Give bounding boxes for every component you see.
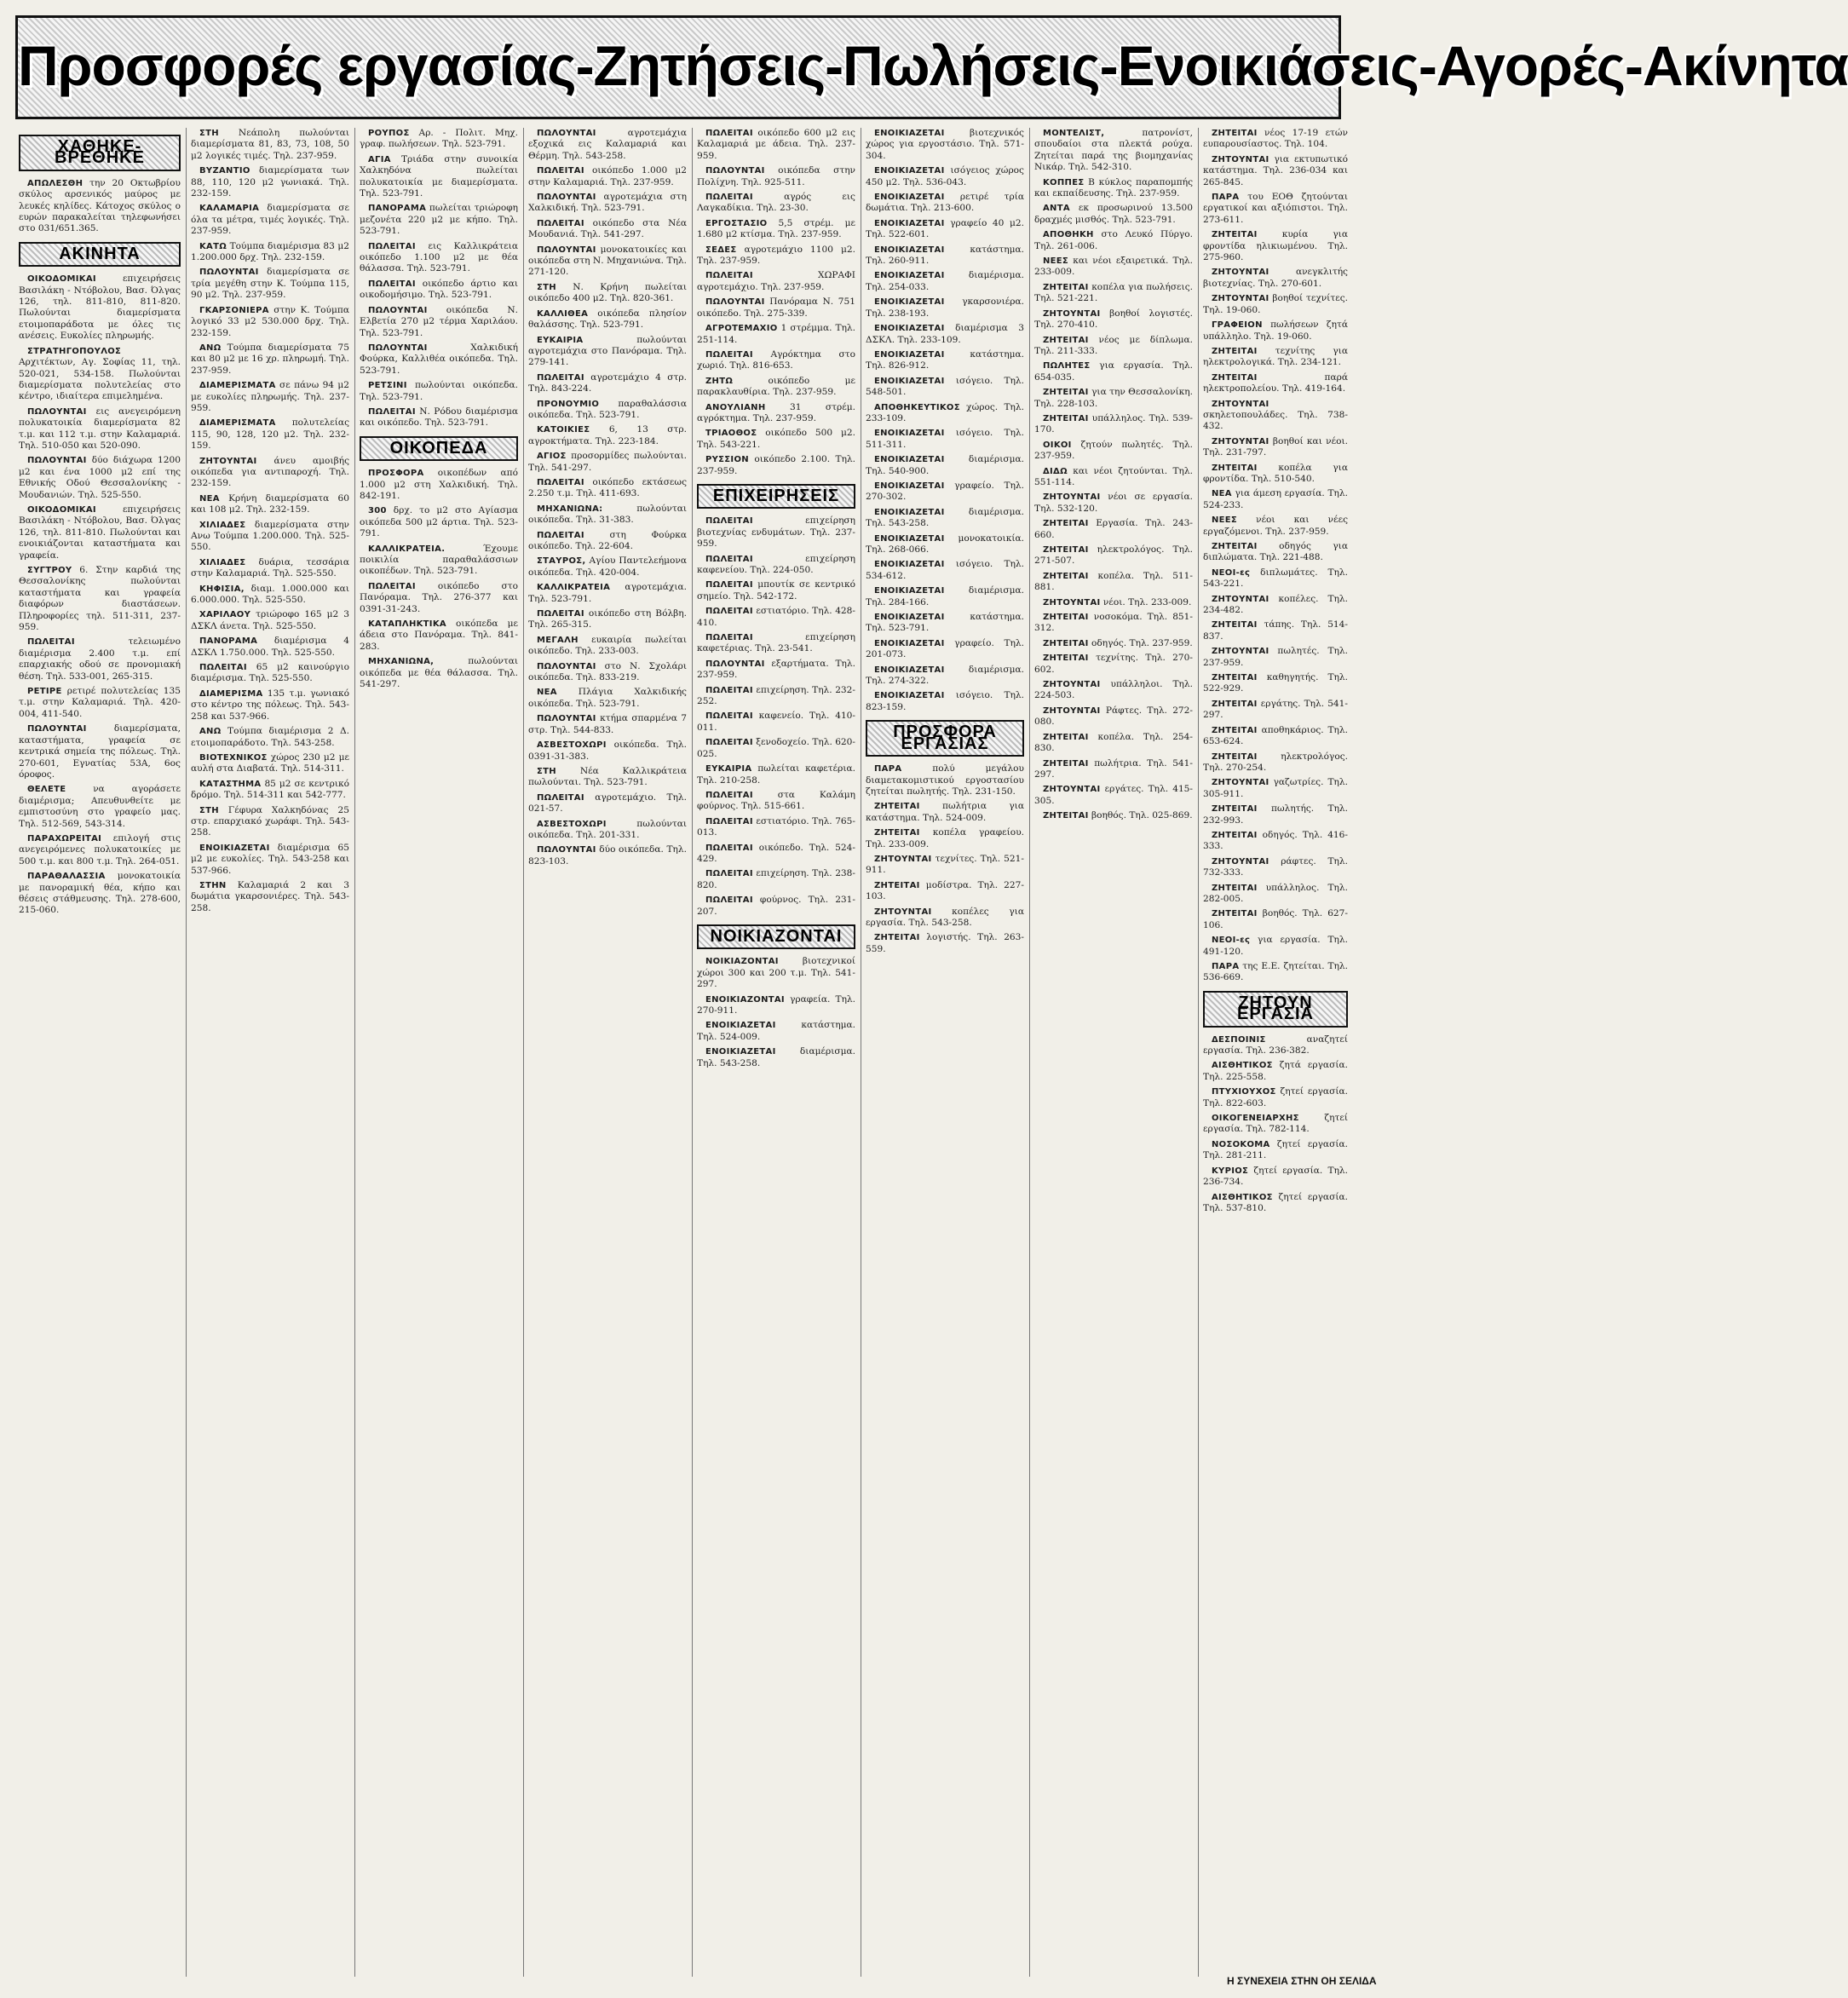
ad-list xyxy=(1203,1034,1348,1215)
ad-list xyxy=(697,515,855,918)
classified-ad: ΖΗΤΕΙΤΑΙ υπάλληλος. Τηλ. 539-170. xyxy=(1034,412,1193,435)
classified-ad: ΚΑΛΑΜΑΡΙΑ διαμερίσματα σε όλα τα μέτρα, τιμές λογικές. Τηλ. 237-959. xyxy=(191,203,349,237)
classified-ad: ΖΗΤΕΙΤΑΙ πωλήτρια για κατάστημα. Τηλ. 524-009. xyxy=(866,801,1024,823)
ad-list xyxy=(866,763,1024,955)
ad-list xyxy=(1203,128,1348,984)
classified-ad: ΠΩΛΕΙΤΑΙ οικόπεδο 1.000 μ2 στην Καλαμαριά. Τηλ. 237-959. xyxy=(528,165,687,187)
section-lost-found: ΧΑΘΗΚΕ-ΒΡΕΘΗΚΕ xyxy=(19,135,181,171)
column-divider xyxy=(1029,128,1030,1977)
section-plots: ΟΙΚΟΠΕΔΑ xyxy=(360,436,518,461)
classified-ad: ΕΝΟΙΚΙΑΖΕΤΑΙ ισόγειο. Τηλ. 534-612. xyxy=(866,559,1024,581)
classified-ad: ΠΤΥΧΙΟΥΧΟΣ ζητεί εργασία. Τηλ. 822-603. xyxy=(1203,1086,1348,1108)
classified-ad: ΕΥΚΑΙΡΙΑ πωλείται καφετέρια. Τηλ. 210-258. xyxy=(697,763,855,786)
ad-list xyxy=(19,178,181,235)
classified-ad: ΧΙΛΙΑΔΕΣ διαμερίσματα στην Ανω Τούμπα 1.200.000. Τηλ. 525-550. xyxy=(191,519,349,553)
classified-ad: ΠΩΛΟΥΝΤΑΙ διαμερίσματα, καταστήματα, γραφεία σε κεντρικά σημεία της πόλεως. Τηλ. 270-601, Εγνατίας 53Α, 6ος όροφος. xyxy=(19,723,181,780)
classified-ad: ΑΠΟΘΗΚΗ στο Λευκό Πύργο. Τηλ. 261-006. xyxy=(1034,229,1193,251)
classified-ad: ΠΩΛΟΥΝΤΑΙ οικόπεδα Ν. Ελβετία 270 μ2 τέρμα Χαριλάου. Τηλ. 523-791. xyxy=(360,304,518,338)
column-1 xyxy=(19,128,181,1977)
classified-ad: ΝΕΑ Κρήνη διαμερίσματα 60 και 108 μ2. Τηλ. 232-159. xyxy=(191,492,349,515)
classified-ad: ΠΩΛΕΙΤΑΙ εστιατόριο. Τηλ. 765-013. xyxy=(697,815,855,838)
classified-ad: ΔΙΑΜΕΡΙΣΜΑΤΑ πολυτελείας 115, 90, 128, 120 μ2. Τηλ. 232-159. xyxy=(191,417,349,452)
classified-ad: ΚΗΦΙΣΙΑ, διαμ. 1.000.000 και 6.000.000. Τηλ. 525-550. xyxy=(191,583,349,606)
classified-ad: ΖΗΤΕΙΤΑΙ οδηγός. Τηλ. 416-333. xyxy=(1203,829,1348,852)
column-3 xyxy=(360,128,518,1977)
classified-ad: ΕΝΟΙΚΙΑΖΕΤΑΙ ισόγειο. Τηλ. 548-501. xyxy=(866,375,1024,398)
classified-ad: ΠΩΛΕΙΤΑΙ στη Φούρκα οικόπεδο. Τηλ. 22-604. xyxy=(528,529,687,551)
classified-ad: ΑΝΤΑ εκ προσωρινού 13.500 δραχμές μισθός. Τηλ. 523-791. xyxy=(1034,203,1193,225)
classified-ad: ΖΗΤΟΥΝΤΑΙ νέοι σε εργασία. Τηλ. 532-120. xyxy=(1034,492,1193,514)
classified-ad: ΕΥΚΑΙΡΙΑ πωλούνται αγροτεμάχια στο Πανόραμα. Τηλ. 279-141. xyxy=(528,334,687,368)
classified-ad: ΠΩΛΕΙΤΑΙ 65 μ2 καινούργιο διαμέρισμα. Τηλ. 525-550. xyxy=(191,662,349,684)
classified-ad: ΔΙΑΜΕΡΙΣΜΑ 135 τ.μ. γωνιακό στο κέντρο της πόλεως. Τηλ. 543-258 και 537-966. xyxy=(191,688,349,722)
classified-ad: ΑΓΙΟΣ προσορμίδες πωλούνται. Τηλ. 541-297. xyxy=(528,451,687,473)
classified-ad: ΔΙΑΜΕΡΙΣΜΑΤΑ σε πάνω 94 μ2 με ευκολίες πληρωμής. Τηλ. 237-959. xyxy=(191,380,349,413)
banner-title: Προσφορές εργασίας-Ζητήσεις-Πωλήσεις-Ενοικιάσεις-Αγορές-Ακίνητα xyxy=(18,34,1848,97)
section-for-rent: ΝΟΙΚΙΑΖΟΝΤΑΙ xyxy=(697,924,855,949)
classified-ad: ΠΑΝΟΡΑΜΑ διαμέρισμα 4 ΔΣΚΛ 1.750.000. Τηλ. 525-550. xyxy=(191,636,349,658)
classified-ad: ΠΩΛΕΙΤΑΙ Αγρόκτημα στο χωριό. Τηλ. 816-653. xyxy=(697,348,855,371)
classified-ad: ΝΕΑ Πλάγια Χαλκιδικής οικόπεδα. Τηλ. 523-791. xyxy=(528,687,687,709)
classified-ad: ΧΙΛΙΑΔΕΣ δυάρια, τεσσάρια στην Καλαμαριά. Τηλ. 525-550. xyxy=(191,556,349,579)
classified-ad: ΖΗΤΩ οικόπεδο με παρακλαυθίρια. Τηλ. 237-959. xyxy=(697,375,855,398)
classified-ad: ΕΝΟΙΚΙΑΖΕΤΑΙ γκαρσονιέρα. Τηλ. 238-193. xyxy=(866,297,1024,319)
classified-ad: ΜΟΝΤΕΛΙΣΤ, πατρονίστ, σπουδαίοι στα πλεκτά ρούχα. Ζητείται παρά της βιομηχανίας Νικάρ. Τηλ. 542-310. xyxy=(1034,128,1193,173)
classified-ad: ΖΗΤΕΙΤΑΙ τάπης. Τηλ. 514-837. xyxy=(1203,619,1348,642)
classified-ad: ΖΗΤΕΙΤΑΙ εργάτης. Τηλ. 541-297. xyxy=(1203,698,1348,721)
classified-ad: ΠΑΡΑ του ΕΟΘ ζητούνται εργατικοί και αξιόπιστοι. Τηλ. 273-611. xyxy=(1203,192,1348,225)
classified-ad: ΠΑΝΟΡΑΜΑ πωλείται τριώροφη μεζονέτα 220 μ2 με κήπο. Τηλ. 523-791. xyxy=(360,203,518,237)
classified-ad: ΖΗΤΕΙΤΑΙ οδηγός για διπλώματα. Τηλ. 221-488. xyxy=(1203,541,1348,563)
classified-ad: ΖΗΤΟΥΝΤΑΙ βοηθοί τεχνίτες. Τηλ. 19-060. xyxy=(1203,293,1348,315)
classified-ad: ΟΙΚΟΙ ζητούν πωλητές. Τηλ. 237-959. xyxy=(1034,439,1193,462)
classified-ad: ΣΕΔΕΣ αγροτεμάχιο 1100 μ2. Τηλ. 237-959. xyxy=(697,244,855,267)
classified-ad: ΖΗΤΟΥΝΤΑΙ ανεγκλιτής βιοτεχνίας. Τηλ. 270-601. xyxy=(1203,267,1348,289)
classified-ad: ΒΥΖΑΝΤΙΟ διαμερίσματα των 88, 110, 120 μ2 γωνιακά. Τηλ. 232-159. xyxy=(191,165,349,199)
classified-ad: ΕΝΟΙΚΙΑΖΕΤΑΙ διαμέρισμα. Τηλ. 543-258. xyxy=(866,506,1024,529)
classified-ad: ΖΗΤΕΙΤΑΙ υπάλληλος. Τηλ. 282-005. xyxy=(1203,882,1348,904)
classified-ad: ΔΕΣΠΟΙΝΙΣ αναζητεί εργασία. Τηλ. 236-382. xyxy=(1203,1034,1348,1057)
classified-ad: ΠΩΛΟΥΝΤΑΙ εξαρτήματα. Τηλ. 237-959. xyxy=(697,658,855,681)
classified-ad: ΝΕΟΙ-ες για εργασία. Τηλ. 491-120. xyxy=(1203,935,1348,957)
classified-ad: ΖΗΤΟΥΝΤΑΙ κοπέλες για εργασία. Τηλ. 543-258. xyxy=(866,906,1024,928)
classified-ad: ΠΩΛΟΥΝΤΑΙ στο Ν. Σχολάρι οικόπεδα. Τηλ. 833-219. xyxy=(528,660,687,683)
classified-ad: ΠΑΡΑΧΩΡΕΙΤΑΙ επιλογή στις ανεγειρόμενες πολυκατοικίες με 500 τ.μ. και 800 τ.μ. Τηλ. 264-051. xyxy=(19,832,181,867)
classified-ad: ΑΣΒΕΣΤΟΧΩΡΙ οικόπεδα. Τηλ. 0391-31-383. xyxy=(528,740,687,762)
classified-ad: ΣΤΡΑΤΗΓΟΠΟΥΛΟΣ Αρχιτέκτων, Αγ. Σοφίας 11, τηλ. 520-021, 534-158. Πωλούνται διαμερίσματα πολυτελείας στο κέντρο, ιδιαίτερα επιμελημένα. xyxy=(19,346,181,402)
classified-ad: ΠΩΛΟΥΝΤΑΙ οικόπεδα στην Πολίχνη. Τηλ. 925-511. xyxy=(697,165,855,187)
classified-ad: ΕΡΓΟΣΤΑΣΙΟ 5,5 στρέμ. με 1.680 μ2 κτίσμα. Τηλ. 237-959. xyxy=(697,217,855,240)
classified-ad: ΠΩΛΕΙΤΑΙ αγροτεμάχιο. Τηλ. 021-57. xyxy=(528,792,687,815)
classified-ad: ΜΕΓΑΛΗ ευκαιρία πωλείται οικόπεδο. Τηλ. 233-003. xyxy=(528,634,687,657)
classified-ad: ΠΩΛΕΙΤΑΙ επιχείρηση καφετέριας. Τηλ. 23-541. xyxy=(697,632,855,654)
classified-ad: ΕΝΟΙΚΙΑΖΕΤΑΙ διαμέρισμα. Τηλ. 543-258. xyxy=(697,1046,855,1068)
classified-ad: ΕΝΟΙΚΙΑΖΕΤΑΙ βιοτεχνικός χώρος για εργοστάσιο. Τηλ. 571-304. xyxy=(866,128,1024,161)
column-6 xyxy=(866,128,1024,1977)
classified-ad: ΕΝΟΙΚΙΑΖΕΤΑΙ μονοκατοικία. Τηλ. 268-066. xyxy=(866,533,1024,555)
classified-ad: ΠΩΛΕΙΤΑΙ αγροτεμάχιο 4 στρ. Τηλ. 843-224. xyxy=(528,371,687,394)
classified-ad: ΕΝΟΙΚΙΑΖΕΤΑΙ διαμέρισμα. Τηλ. 284-166. xyxy=(866,585,1024,607)
classified-ad: ΣΤΗ Ν. Κρήνη πωλείται οικόπεδο 400 μ2. Τηλ. 820-361. xyxy=(528,281,687,304)
ad-list xyxy=(191,128,349,914)
classified-ad: ΑΙΣΘΗΤΙΚΟΣ ζητεί εργασία. Τηλ. 537-810. xyxy=(1203,1191,1348,1213)
classified-ad: ΚΑΤΑΣΤΗΜΑ 85 μ2 σε κεντρικό δρόμο. Τηλ. 514-311 και 542-777. xyxy=(191,778,349,801)
classified-ad: ΠΩΛΕΙΤΑΙ επιχείρηση καφενείου. Τηλ. 224-050. xyxy=(697,553,855,575)
classified-ad: ΚΑΛΛΙΚΡΑΤΕΙΑ. Έχουμε ποικιλία παραθαλάσσιων οικοπέδων. Τηλ. 523-791. xyxy=(360,543,518,577)
column-2 xyxy=(191,128,349,1977)
classified-ad: ΠΩΛΕΙΤΑΙ οικόπεδο. Τηλ. 524-429. xyxy=(697,842,855,864)
classified-ad: ΖΗΤΕΙΤΑΙ πωλητής. Τηλ. 232-993. xyxy=(1203,803,1348,826)
classified-ad: ΝΕΑ για άμεση εργασία. Τηλ. 524-233. xyxy=(1203,488,1348,510)
classified-ad: ΕΝΟΙΚΙΑΖΟΝΤΑΙ γραφεία. Τηλ. 270-911. xyxy=(697,993,855,1016)
ad-list xyxy=(19,274,181,917)
column-4 xyxy=(528,128,687,1977)
classified-ad: ΠΩΛΟΥΝΤΑΙ αγροτεμάχια εξοχικά εις Καλαμαριά και Θέρμη. Τηλ. 543-258. xyxy=(528,128,687,161)
classified-ad: ΠΩΛΟΥΝΤΑΙ αγροτεμάχια στη Χαλκιδική. Τηλ. 523-791. xyxy=(528,192,687,214)
classified-ad: ΕΝΟΙΚΙΑΖΕΤΑΙ γραφείο. Τηλ. 201-073. xyxy=(866,637,1024,660)
ad-list xyxy=(360,468,518,690)
classified-ad: ΖΗΤΕΙΤΑΙ παρά ηλεκτροπολείου. Τηλ. 419-164. xyxy=(1203,371,1348,394)
classified-ad: ΠΡΟΣΦΟΡΑ οικοπέδων από 1.000 μ2 στη Χαλκιδική. Τηλ. 842-191. xyxy=(360,468,518,501)
column-divider xyxy=(354,128,355,1977)
classified-ad: ΓΡΑΦΕΙΟΝ πωλήσεων ζητά υπάλληλο. Τηλ. 19-060. xyxy=(1203,320,1348,342)
classified-ad: ΖΗΤΕΙΤΑΙ αποθηκάριος. Τηλ. 653-624. xyxy=(1203,724,1348,747)
classified-ad: ΠΩΛΕΙΤΑΙ καφενείο. Τηλ. 410-011. xyxy=(697,711,855,733)
classified-ad: ΘΕΛΕΤΕ να αγοράσετε διαμέρισμα; Απευθυνθείτε με εμπιστοσύνη στο γραφείο μας. Τηλ. 512-569, 543-314. xyxy=(19,784,181,829)
classified-ad: ΕΝΟΙΚΙΑΖΕΤΑΙ κατάστημα. Τηλ. 826-912. xyxy=(866,348,1024,371)
classified-ad: ΣΤΗ Νέα Καλλικράτεια πωλούνται. Τηλ. 523-791. xyxy=(528,765,687,788)
classified-ad: ΕΝΟΙΚΙΑΖΕΤΑΙ κατάστημα. Τηλ. 523-791. xyxy=(866,612,1024,634)
classified-ad: ΠΑΡΑΘΑΛΑΣΣΙΑ μονοκατοικία με πανοραμική θέα, κήπο και θέσεις στάθμευσης. Τηλ. 278-600, 215-060. xyxy=(19,871,181,916)
classified-ad: ΑΓΡΟΤΕΜΑΧΙΟ 1 στρέμμα. Τηλ. 251-114. xyxy=(697,323,855,345)
classified-ad: ΟΙΚΟΔΟΜΙΚΑΙ επιχειρήσεις Βασιλάκη - Ντόβολου, Βασ. Όλγας 126, τηλ. 811-810. Πωλούνται και ενοικιάζονται καταστήματα και γραφεία. xyxy=(19,504,181,561)
classified-ad: ΕΝΟΙΚΙΑΖΕΤΑΙ γραφείο 40 μ2. Τηλ. 522-601. xyxy=(866,217,1024,240)
classified-ad: ΖΗΤΟΥΝΤΑΙ υπάλληλοι. Τηλ. 224-503. xyxy=(1034,679,1193,701)
classified-ad: ΣΤΗ Γέφυρα Χαλκηδόνας 25 στρ. επαρχιακό χωράφι. Τηλ. 543-258. xyxy=(191,804,349,838)
column-divider xyxy=(186,128,187,1977)
ad-list xyxy=(1034,128,1193,822)
classified-ad: ΖΗΤΟΥΝΤΑΙ βοηθοί λογιστές. Τηλ. 270-410. xyxy=(1034,308,1193,331)
classified-ad: ΖΗΤΕΙΤΑΙ βοηθός. Τηλ. 627-106. xyxy=(1203,908,1348,930)
classified-ad: ΚΥΡΙΟΣ ζητεί εργασία. Τηλ. 236-734. xyxy=(1203,1165,1348,1188)
classified-ad: ΣΥΓΤΡΟΥ 6. Στην καρδιά της Θεσσαλονίκης πωλούνται καταστήματα και γραφεία διαφόρων διαστάσεων. Πληροφορίες τηλ. 511-311, 237-959. xyxy=(19,565,181,633)
classified-ad: ΠΑΡΑ της Ε.Ε. ζητείται. Τηλ. 536-669. xyxy=(1203,961,1348,983)
continued-note: Η ΣΥΝΕΧΕΙΑ ΣΤΗΝ ΟΗ ΣΕΛΙΔΑ xyxy=(1227,1975,1377,1987)
classified-ad: ΕΝΟΙΚΙΑΖΕΤΑΙ ισόγειο. Τηλ. 511-311. xyxy=(866,428,1024,450)
classified-ad: ΠΡΟΝΟΥΜΙΟ παραθαλάσσια οικόπεδα. Τηλ. 523-791. xyxy=(528,398,687,420)
classified-ad: ΠΩΛΟΥΝΤΑΙ εις ανεγειρόμενη πολυκατοικία διαμερίσματα 82 τ.μ. και 112 τ.μ. στην Καλαμαριά. Τηλ. 510-050 και 520-090. xyxy=(19,406,181,451)
classified-ad: ΣΤΗ Νεάπολη πωλούνται διαμερίσματα 81, 83, 73, 108, 50 μ2 λογικές τιμές. Τηλ. 237-959. xyxy=(191,128,349,161)
classified-ad: ΠΩΛΟΥΝΤΑΙ κτήμα σπαρμένα 7 στρ. Τηλ. 544-833. xyxy=(528,713,687,735)
classified-ad: ΠΩΛΕΙΤΑΙ εστιατόριο. Τηλ. 428-410. xyxy=(697,606,855,628)
classified-ad: ΠΩΛΟΥΝΤΑΙ δύο οικόπεδα. Τηλ. 823-103. xyxy=(528,844,687,867)
classified-ad: ΠΩΛΕΙΤΑΙ φούρνος. Τηλ. 231-207. xyxy=(697,895,855,917)
ad-list xyxy=(866,128,1024,713)
classified-ad: ΧΑΡΙΛΑΟΥ τριώροφο 165 μ2 3 ΔΣΚΛ άνετα. Τηλ. 525-550. xyxy=(191,609,349,631)
classified-ad: ΤΡΙΑΟΘΟΣ οικόπεδο 500 μ2. Τηλ. 543-221. xyxy=(697,428,855,450)
classified-ad: ΠΩΛΟΥΝΤΑΙ Χαλκιδική Φούρκα, Καλλιθέα οικόπεδα. Τηλ. 523-791. xyxy=(360,342,518,376)
classified-ad: ΠΩΛΕΙΤΑΙ στα Καλάμη φούρνος. Τηλ. 515-661. xyxy=(697,789,855,812)
classified-ad: ΠΩΛΕΙΤΑΙ αγρός εις Λαγκαδίκια. Τηλ. 23-30. xyxy=(697,192,855,214)
classified-ad: ΖΗΤΟΥΝΤΑΙ άνευ αμοιβής οικόπεδα για αντιπαροχή. Τηλ. 232-159. xyxy=(191,455,349,489)
column-divider xyxy=(523,128,524,1977)
classified-ad: ΖΗΤΕΙΤΑΙ οδηγός. Τηλ. 237-959. xyxy=(1043,637,1193,648)
classified-ad: ΚΑΛΛΙΚΡΑΤΕΙΑ αγροτεμάχια. Τηλ. 523-791. xyxy=(528,582,687,604)
classified-ad: ΖΗΤΕΙΤΑΙ νέος με δίπλωμα. Τηλ. 211-333. xyxy=(1034,334,1193,356)
classified-ad: ΝΕΕΣ νέοι και νέες εργαζόμενοι. Τηλ. 237-959. xyxy=(1203,515,1348,537)
classified-ad: ΕΝΟΙΚΙΑΖΕΤΑΙ διαμέρισμα. Τηλ. 274-322. xyxy=(866,664,1024,687)
classified-ad: ΡΟΥΠΟΣ Αρ. - Πολιτ. Μηχ. γραφ. πωλήσεων. Τηλ. 523-791. xyxy=(360,128,518,150)
classified-ad: ΖΗΤΟΥΝΤΑΙ σκηλετοπουλάδες. Τηλ. 738-432. xyxy=(1203,399,1348,432)
classified-ad: ΣΤΗΝ Καλαμαριά 2 και 3 δωμάτια γκαρσονιέρες. Τηλ. 543-258. xyxy=(191,879,349,913)
classified-ad: ΠΩΛΕΙΤΑΙ ξενοδοχείο. Τηλ. 620-025. xyxy=(697,737,855,759)
page-banner xyxy=(15,15,1848,119)
classified-ad: ΠΑΡΑ πολύ μεγάλου διαμετακομιστικού εργοστασίου ζητείται πωλητής. Τηλ. 231-150. xyxy=(866,763,1024,797)
classified-ad: ΠΩΛΟΥΝΤΑΙ διαμερίσματα σε τρία μεγέθη στην Κ. Τούμπα 115, 90 μ2. Τηλ. 237-959. xyxy=(191,267,349,301)
classified-ad: ΖΗΤΕΙΤΑΙ βοηθός. Τηλ. 025-869. xyxy=(1043,810,1193,821)
section-real-estate: ΑΚΙΝΗΤΑ xyxy=(19,242,181,267)
classified-ad: ΖΗΤΕΙΤΑΙ τεχνίτης. Τηλ. 270-602. xyxy=(1034,653,1193,675)
classified-ad: ΖΗΤΟΥΝΤΑΙ νέοι. Τηλ. 233-009. xyxy=(1043,596,1192,607)
classified-ad: ΖΗΤΕΙΤΑΙ για την Θεσσαλονίκη. Τηλ. 228-103. xyxy=(1034,387,1193,409)
classified-ad: ΖΗΤΕΙΤΑΙ κοπέλα για πωλήσεις. Τηλ. 521-221. xyxy=(1034,281,1193,304)
classified-ad: ΟΙΚΟΓΕΝΕΙΑΡΧΗΣ ζητεί εργασία. Τηλ. 782-114. xyxy=(1203,1113,1348,1135)
classified-ad: ΜΗΧΑΝΙΩΝΑ: πωλούνται οικόπεδα. Τηλ. 31-383. xyxy=(528,503,687,526)
classified-ad: ΖΗΤΟΥΝΤΑΙ τεχνίτες. Τηλ. 521-911. xyxy=(866,853,1024,876)
classified-ad: ΖΗΤΕΙΤΑΙ κοπέλα για φροντίδα. Τηλ. 510-540. xyxy=(1203,462,1348,484)
classified-ad: ΕΝΟΙΚΙΑΖΕΤΑΙ διαμέρισμα. Τηλ. 254-033. xyxy=(866,270,1024,292)
classified-ad: ΠΩΛΕΙΤΑΙ οικόπεδο εκτάσεως 2.250 τ.μ. Τηλ. 411-693. xyxy=(528,476,687,499)
classified-ad: ΑΝΟΥΛΙΑΝΗ 31 στρέμ. αγρόκτημα. Τηλ. 237-959. xyxy=(697,401,855,423)
classified-ad: ΕΝΟΙΚΙΑΖΕΤΑΙ κατάστημα. Τηλ. 524-009. xyxy=(697,1020,855,1042)
classified-ad: ΖΗΤΕΙΤΑΙ κυρία για φροντίδα ηλικιωμένου. Τηλ. 275-960. xyxy=(1203,229,1348,263)
classified-ad: ΖΗΤΕΙΤΑΙ κοπέλα. Τηλ. 254-830. xyxy=(1034,731,1193,754)
classified-ad: ΕΝΟΙΚΙΑΖΕΤΑΙ ρετιρέ τρία δωμάτια. Τηλ. 213-600. xyxy=(866,192,1024,214)
classified-ad: ΠΩΛΕΙΤΑΙ οικόπεδο στη Βόλβη. Τηλ. 265-315. xyxy=(528,608,687,630)
column-5 xyxy=(697,128,855,1977)
classified-ad: ΖΗΤΕΙΤΑΙ ηλεκτρολόγος. Τηλ. 271-507. xyxy=(1034,544,1193,567)
section-job-offers: ΠΡΟΣΦΟΡΑ ΕΡΓΑΣΙΑΣ xyxy=(866,720,1024,757)
classified-ad: 300 δρχ. το μ2 στο Αγίασμα οικόπεδα 500 μ2 άρτια. Τηλ. 523-791. xyxy=(360,505,518,539)
classified-ad: ΖΗΤΕΙΤΑΙ καθηγητής. Τηλ. 522-929. xyxy=(1203,672,1348,694)
classified-ad: ΑΣΒΕΣΤΟΧΩΡΙ πωλούνται οικόπεδα. Τηλ. 201-331. xyxy=(528,818,687,840)
classified-ad: ΠΩΛΕΙΤΑΙ οικόπεδο 600 μ2 εις Καλαμαριά με άδεια. Τηλ. 237-959. xyxy=(697,128,855,161)
classified-ad: ΠΩΛΕΙΤΑΙ οικόπεδο στα Νέα Μουδανιά. Τηλ. 541-297. xyxy=(528,217,687,240)
classified-ad: ΠΩΛΟΥΝΤΑΙ δύο διάχωρα 1200 μ2 και ένα 1000 μ2 επί της Εθνικής Οδού Θεσσαλονίκης - Μουδανιών. Τηλ. 525-550. xyxy=(19,455,181,500)
classified-ad: ΕΝΟΙΚΙΑΖΕΤΑΙ ισόγειος χώρος 450 μ2. Τηλ. 536-043. xyxy=(866,165,1024,187)
classified-ad: ΖΗΤΟΥΝΤΑΙ γαζωτρίες. Τηλ. 305-911. xyxy=(1203,777,1348,799)
classified-ad: ΖΗΤΟΥΝΤΑΙ πωλητές. Τηλ. 237-959. xyxy=(1203,646,1348,668)
classified-ad: ΠΩΛΕΙΤΑΙ οικόπεδο άρτιο και οικοδομήσιμο. Τηλ. 523-791. xyxy=(360,278,518,301)
classified-ad: ΑΠΟΘΗΚΕΥΤΙΚΟΣ χώρος. Τηλ. 233-109. xyxy=(866,401,1024,423)
classified-ad: ΠΩΛΟΥΝΤΑΙ Πανόραμα Ν. 751 οικόπεδο. Τηλ. 275-339. xyxy=(697,297,855,319)
classified-ad: ΜΗΧΑΝΙΩΝΑ, πωλούνται οικόπεδα με θέα θάλασσα. Τηλ. 541-297. xyxy=(360,656,518,690)
classified-ad: ΟΙΚΟΔΟΜΙΚΑΙ επιχειρήσεις Βασιλάκη - Ντόβολου, Βασ. Όλγας 126, τηλ. 811-810, 811-820. Πωλούνται διαμερίσματα ετοιμοπαράδοτα με όλες τις ανέσεις. Ευκολίες πληρωμής. xyxy=(19,274,181,342)
column-divider xyxy=(692,128,693,1977)
column-divider xyxy=(1198,128,1199,1977)
classified-ad: ΠΩΛΕΙΤΑΙ μπουτίκ σε κεντρικό σημείο. Τηλ. 542-172. xyxy=(697,579,855,602)
classified-ad: ΠΩΛΕΙΤΑΙ Ν. Ρόδου διαμέρισμα και οικόπεδο. Τηλ. 523-791. xyxy=(360,406,518,429)
classified-ad: ΝΕΟΙ-ες διπλωμάτες. Τηλ. 543-221. xyxy=(1203,567,1348,590)
classified-ad: ΕΝΟΙΚΙΑΖΕΤΑΙ διαμέρισμα 3 ΔΣΚΛ. Τηλ. 233-109. xyxy=(866,323,1024,345)
classified-ad: ΡΕΤΙΡΕ ρετιρέ πολυτελείας 135 τ.μ. στην Καλαμαριά. Τηλ. 420-004, 411-540. xyxy=(19,686,181,719)
ad-list xyxy=(360,128,518,429)
classified-ad: ΝΟΣΟΚΟΜΑ ζητεί εργασία. Τηλ. 281-211. xyxy=(1203,1138,1348,1161)
classified-ad: ΠΩΛΗΤΕΣ για εργασία. Τηλ. 654-035. xyxy=(1034,360,1193,383)
classified-ad: ΣΤΑΥΡΟΣ, Αγίου Παντελεήμονα οικόπεδα. Τηλ. 420-004. xyxy=(528,556,687,578)
classified-ad: ΠΩΛΕΙΤΑΙ επιχείρηση βιοτεχνίας ενδυμάτων. Τηλ. 237-959. xyxy=(697,515,855,550)
classified-ad: ΕΝΟΙΚΙΑΖΕΤΑΙ κατάστημα. Τηλ. 260-911. xyxy=(866,244,1024,267)
classified-ad: ΔΙΔΩ και νέοι ζητούνται. Τηλ. 551-114. xyxy=(1034,465,1193,487)
classified-ad: ΚΑΤΟΙΚΙΕΣ 6, 13 στρ. αγροκτήματα. Τηλ. 223-184. xyxy=(528,424,687,446)
classified-ad: ΓΚΑΡΣΟΝΙΕΡΑ στην Κ. Τούμπα λογικό 33 μ2 530.000 δρχ. Τηλ. 232-159. xyxy=(191,304,349,338)
ad-list xyxy=(528,128,687,867)
classified-ad: ΖΗΤΟΥΝΤΑΙ για εκτυπωτικό κατάστημα. Τηλ. 236-034 και 265-845. xyxy=(1203,153,1348,187)
classified-ad: ΠΩΛΕΙΤΑΙ επιχείρηση. Τηλ. 232-252. xyxy=(697,684,855,707)
section-business: ΕΠΙΧΕΙΡΗΣΕΙΣ xyxy=(697,484,855,509)
classified-ad: ΚΑΛΛΙΘΕΑ οικόπεδα πλησίον θαλάσσης. Τηλ. 523-791. xyxy=(528,308,687,331)
column-8 xyxy=(1203,128,1348,1968)
classified-ad: ΖΗΤΕΙΤΑΙ πωλήτρια. Τηλ. 541-297. xyxy=(1034,757,1193,780)
classified-ad: ΖΗΤΕΙΤΑΙ κοπέλα. Τηλ. 511-881. xyxy=(1034,570,1193,593)
classified-ad: ΠΩΛΟΥΝΤΑΙ μονοκατοικίες και οικόπεδα στη Ν. Μηχανιώνα. Τηλ. 271-120. xyxy=(528,244,687,278)
section-job-wanted: ΖΗΤΟΥΝ ΕΡΓΑΣΙΑ xyxy=(1203,991,1348,1028)
classified-ad: ΕΝΟΙΚΙΑΖΕΤΑΙ ισόγειο. Τηλ. 823-159. xyxy=(866,690,1024,712)
classified-ad: ΖΗΤΟΥΝΤΑΙ ράφτες. Τηλ. 732-333. xyxy=(1203,855,1348,878)
classified-ad: ΕΝΟΙΚΙΑΖΕΤΑΙ γραφείο. Τηλ. 270-302. xyxy=(866,480,1024,503)
classified-ad: ΡΕΤΣΙΝΙ πωλούνται οικόπεδα. Τηλ. 523-791. xyxy=(360,380,518,402)
classified-ad: ΠΩΛΕΙΤΑΙ επιχείρηση. Τηλ. 238-820. xyxy=(697,868,855,890)
ad-list xyxy=(697,956,855,1069)
classified-ad: ΕΝΟΙΚΙΑΖΕΤΑΙ διαμέρισμα. Τηλ. 540-900. xyxy=(866,454,1024,476)
classified-ad: ΠΩΛΕΙΤΑΙ οικόπεδο στο Πανόραμα. Τηλ. 276-377 και 0391-31-243. xyxy=(360,580,518,614)
classified-ad: ΖΗΤΕΙΤΑΙ νοσοκόμα. Τηλ. 851-312. xyxy=(1034,612,1193,634)
classified-ad: ΖΗΤΕΙΤΑΙ κοπέλα γραφείου. Τηλ. 233-009. xyxy=(866,827,1024,849)
ad-list xyxy=(697,128,855,477)
column-7 xyxy=(1034,128,1193,1977)
classified-ad: ΖΗΤΕΙΤΑΙ τεχνίτης για ηλεκτρολογικά. Τηλ. 234-121. xyxy=(1203,345,1348,368)
classified-ad: ΚΑΤΑΠΛΗΚΤΙΚΑ οικόπεδα με άδεια στο Πανόραμα. Τηλ. 841-283. xyxy=(360,619,518,652)
classified-ad: ΠΩΛΕΙΤΑΙ εις Καλλικράτεια οικόπεδο 1.100 μ2 με θέα θάλασσα. Τηλ. 523-791. xyxy=(360,240,518,274)
classified-ad: ΖΗΤΕΙΤΑΙ Εργασία. Τηλ. 243-660. xyxy=(1034,518,1193,540)
classified-ad: ΖΗΤΕΙΤΑΙ μοδίστρα. Τηλ. 227-103. xyxy=(866,879,1024,902)
classified-ad: ΖΗΤΟΥΝΤΑΙ εργάτες. Τηλ. 415-305. xyxy=(1034,784,1193,806)
classified-ad: ΑΠΩΛΕΣΘΗ την 20 Οκτωβρίου σκύλος αρσενικός μαύρος με λευκές κηλίδες. Κάτοχος σκύλος ο ευρών παρακαλείται τηλεφωνήσει στο 031/651.365. xyxy=(19,177,181,234)
classified-ad: ΑΝΩ Τούμπα διαμέρισμα 2 Δ. ετοιμοπαράδοτο. Τηλ. 543-258. xyxy=(191,726,349,748)
classified-ad: ΖΗΤΟΥΝΤΑΙ βοηθοί και νέοι. Τηλ. 231-797. xyxy=(1203,435,1348,458)
classified-ad: ΝΟΙΚΙΑΖΟΝΤΑΙ βιοτεχνικοί χώροι 300 και 200 τ.μ. Τηλ. 541-297. xyxy=(697,956,855,990)
classified-ad: ΠΩΛΕΙΤΑΙ τελειωμένο διαμέρισμα 2.400 τ.μ. επί επαρχιακής οδού σε προνομιακή θέση. Τηλ. 533-001, 265-315. xyxy=(19,636,181,682)
classified-ad: ΚΟΠΠΕΣ Β κύκλος παραπομπής και εκπαίδευσης. Τηλ. 237-959. xyxy=(1034,176,1193,199)
classified-ad: ΖΗΤΟΥΝΤΑΙ Ράφτες. Τηλ. 272-080. xyxy=(1034,705,1193,728)
classified-ad: ΑΙΣΘΗΤΙΚΟΣ ζητά εργασία. Τηλ. 225-558. xyxy=(1203,1060,1348,1082)
classified-ad: ΕΝΟΙΚΙΑΖΕΤΑΙ διαμέρισμα 65 μ2 με ευκολίες. Τηλ. 543-258 και 537-966. xyxy=(191,842,349,876)
classified-ad: ΠΩΛΕΙΤΑΙ ΧΩΡΑΦΙ αγροτεμάχιο. Τηλ. 237-959. xyxy=(697,270,855,292)
classified-ad: ΑΓΙΑ Τριάδα στην συνοικία Χαλκηδόνα πωλείται πολυκατοικία με διαμερίσματα. Τηλ. 523-791. xyxy=(360,153,518,199)
classified-ad: ΝΕΕΣ και νέοι εξαιρετικά. Τηλ. 233-009. xyxy=(1034,256,1193,278)
classified-ad: ΖΗΤΕΙΤΑΙ νέος 17-19 ετών ευπαρουσίαστος. Τηλ. 104. xyxy=(1203,128,1348,150)
classified-ad: ΡΥΣΣΙΟΝ οικόπεδο 2.100. Τηλ. 237-959. xyxy=(697,454,855,476)
classified-ad: ΖΗΤΕΙΤΑΙ λογιστής. Τηλ. 263-559. xyxy=(866,932,1024,954)
classified-ad: ΖΗΤΟΥΝΤΑΙ κοπέλες. Τηλ. 234-482. xyxy=(1203,593,1348,616)
classified-ad: ΑΝΩ Τούμπα διαμερίσματα 75 και 80 μ2 με 16 χρ. πληρωμή. Τηλ. 237-959. xyxy=(191,342,349,376)
classified-ad: ΒΙΟΤΕΧΝΙΚΟΣ χώρος 230 μ2 με αυλή στα Διαβατά. Τηλ. 514-311. xyxy=(191,751,349,774)
classified-ad: ΖΗΤΕΙΤΑΙ ηλεκτρολόγος. Τηλ. 270-254. xyxy=(1203,751,1348,773)
classified-ad: ΚΑΤΩ Τούμπα διαμέρισμα 83 μ2 1.200.000 δρχ. Τηλ. 232-159. xyxy=(191,240,349,263)
